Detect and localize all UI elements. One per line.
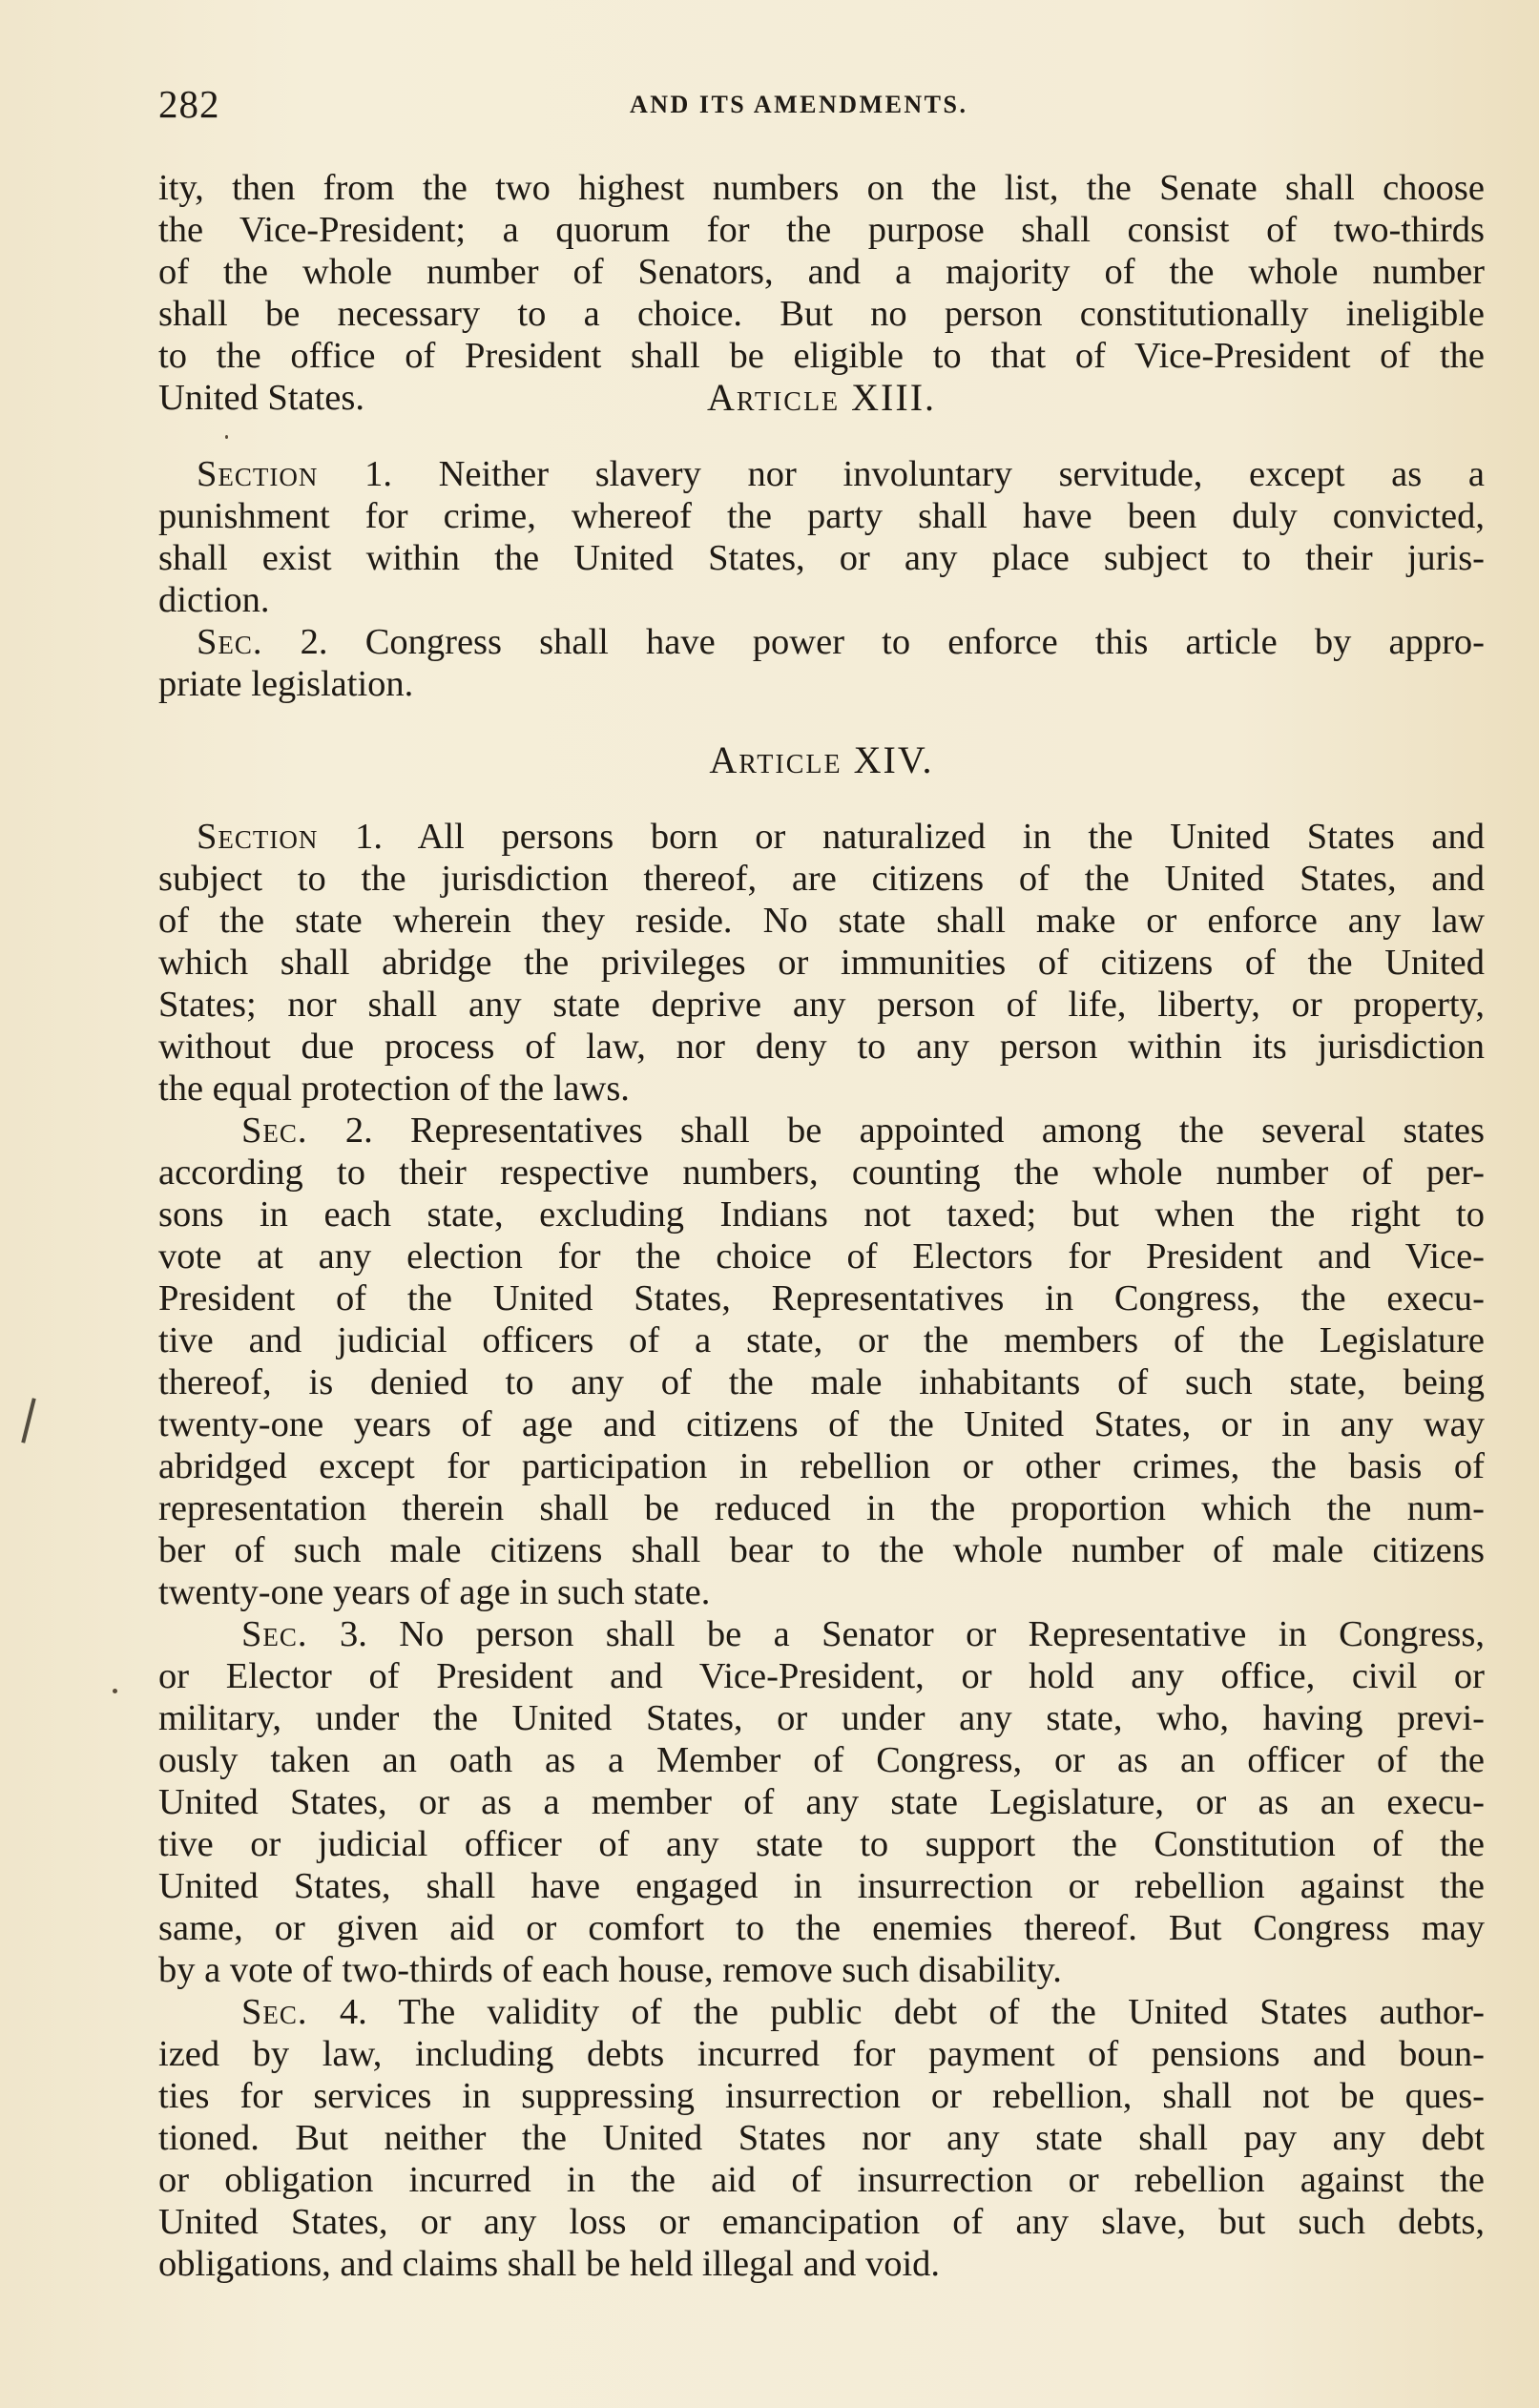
text-line: ity, then from the two highest numbers on the list, the Senate shall choose [158, 168, 1485, 208]
text-line: by a vote of two-thirds of each house, remove such disability. [158, 1950, 1062, 1990]
article-14-heading [158, 739, 1485, 781]
text-line: tioned. But neither the United States nor any state shall pay any debt [158, 2118, 1485, 2158]
text-line: United States, or any loss or emancipation of any slave, but such debts, [158, 2202, 1485, 2242]
text-line: military, under the United States, or under any state, who, having previ- [158, 1698, 1485, 1738]
text-line: thereof, is denied to any of the male inhabitants of such state, being [158, 1362, 1485, 1402]
article-heading-text: Article XIV. [709, 738, 934, 781]
text-line: abridged except for participation in rebellion or other crimes, the basis of [158, 1446, 1485, 1486]
text-line: ber of such male citizens shall bear to the whole number of male citizens [158, 1530, 1485, 1570]
text-line: Sec. 4. The validity of the public debt of the United States author- [241, 1992, 1485, 2032]
text-line: United States. [158, 378, 364, 418]
text-line: priate legislation. [158, 664, 414, 704]
text-line: which shall abridge the privileges or immunities of citizens of the United [158, 943, 1485, 983]
text-line: United States, or as a member of any state Legislature, or as an execu- [158, 1782, 1485, 1822]
text-line: States; nor shall any state deprive any person of life, liberty, or property, [158, 985, 1485, 1025]
text-line: Section 1. All persons born or naturalized in the United States and [197, 817, 1485, 857]
article-13-section-1 [158, 453, 1485, 621]
article-13-section-2 [158, 621, 1485, 705]
text-line: to the office of President shall be eligible to that of Vice-President of the [158, 336, 1485, 376]
text-line: representation therein shall be reduced in the proportion which the num- [158, 1488, 1485, 1528]
article-14-section-2 [158, 1110, 1485, 1613]
text-line: or obligation incurred in the aid of insurrection or rebellion against the [158, 2160, 1485, 2200]
page-number: 282 [158, 82, 220, 126]
text-line: Sec. 2. Representatives shall be appointed among the several states [241, 1111, 1485, 1151]
running-head [158, 81, 1485, 138]
text-line: diction. [158, 580, 270, 620]
text-line: of the state wherein they reside. No state shall make or enforce any law [158, 901, 1485, 941]
body-text [158, 167, 1485, 2285]
margin-pencil-mark [21, 1398, 35, 1443]
text-line: shall be necessary to a choice. But no person constitutionally ineligible [158, 294, 1485, 334]
text-line: ties for services in suppressing insurrection or rebellion, shall not be ques- [158, 2076, 1485, 2116]
text-line: according to their respective numbers, counting the whole number of per- [158, 1152, 1485, 1193]
text-line: or Elector of President and Vice-President, or hold any office, civil or [158, 1656, 1485, 1696]
text-line: subject to the jurisdiction thereof, are citizens of the United States, and [158, 859, 1485, 899]
text-line: sons in each state, excluding Indians not taxed; but when the right to [158, 1194, 1485, 1235]
text-line: ously taken an oath as a Member of Congress, or as an officer of the [158, 1740, 1485, 1780]
section-label: Section [197, 817, 319, 857]
text-line: ized by law, including debts incurred for payment of pensions and boun- [158, 2034, 1485, 2074]
text-line: the Vice-President; a quorum for the purpose shall consist of two-thirds [158, 210, 1485, 250]
text-line: tive and judicial officers of a state, or the members of the Legislature [158, 1320, 1485, 1360]
text-line: same, or given aid or comfort to the enemies thereof. But Congress may [158, 1908, 1485, 1948]
section-label: Sec. [197, 622, 263, 662]
text-line: President of the United States, Representatives in Congress, the execu- [158, 1278, 1485, 1318]
text-line: vote at any election for the choice of Electors for President and Vice- [158, 1236, 1485, 1277]
text-line: of the whole number of Senators, and a majority of the whole number [158, 252, 1485, 292]
running-title: AND ITS AMENDMENTS. [630, 91, 968, 118]
article-14-section-4 [158, 1991, 1485, 2285]
section-label: Sec. [241, 1614, 308, 1654]
text-line: shall exist within the United States, or any place subject to their juris- [158, 538, 1485, 578]
section-label: Sec. [241, 1992, 308, 2032]
text-line: obligations, and claims shall be held illegal and void. [158, 2244, 941, 2284]
ink-speck [113, 1689, 117, 1693]
text-line: tive or judicial officer of any state to support the Constitution of the [158, 1824, 1485, 1864]
section-label: Sec. [241, 1111, 308, 1151]
text-line: the equal protection of the laws. [158, 1069, 630, 1109]
text-line: Section 1. Neither slavery nor involuntary servitude, except as a [197, 454, 1485, 494]
text-line: Sec. 3. No person shall be a Senator or Representative in Congress, [241, 1614, 1485, 1654]
text-line: punishment for crime, whereof the party shall have been duly convicted, [158, 496, 1485, 536]
text-line: United States, shall have engaged in insurrection or rebellion against the [158, 1866, 1485, 1906]
text-line: without due process of law, nor deny to any person within its jurisdiction [158, 1027, 1485, 1067]
section-label: Section [197, 454, 319, 494]
article-14-section-3 [158, 1613, 1485, 1991]
text-line: twenty-one years of age in such state. [158, 1572, 711, 1612]
text-line: Sec. 2. Congress shall have power to enforce this article by appro- [197, 622, 1485, 662]
text-line: twenty-one years of age and citizens of the United States, or in any way [158, 1404, 1485, 1444]
article-14-section-1 [158, 816, 1485, 1110]
article-heading-text: Article XIII. [706, 376, 937, 419]
